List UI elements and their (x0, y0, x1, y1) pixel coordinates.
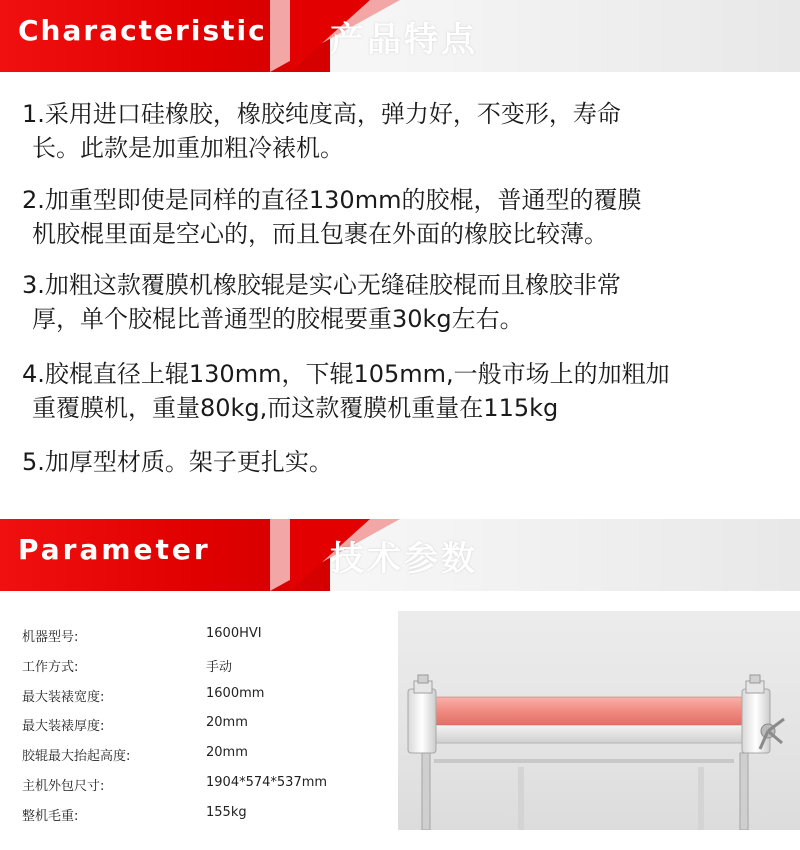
parameter-row (22, 739, 382, 769)
feature-line: 5.加厚型材质。架子更扎实。 (22, 448, 333, 476)
banner-title-en: Parameter (18, 533, 211, 566)
parameter-value: 1904*574*537mm (206, 774, 328, 790)
parameter-label: 胶辊最大抬起高度: (22, 749, 131, 765)
feature-item (22, 357, 772, 425)
feature-line: 机胶棍里面是空心的，而且包裹在外面的橡胶比较薄。 (32, 220, 608, 248)
parameter-label: 机器型号: (22, 630, 79, 645)
parameter-row (22, 620, 382, 650)
feature-line: 重覆膜机，重量80kg,而这款覆膜机重量在115kg (32, 394, 559, 422)
parameter-value: 手动 (206, 659, 233, 675)
feature-item (22, 445, 772, 479)
feature-line: 2.加重型即使是同样的直径130mm的胶棍，普通型的覆膜 (22, 186, 642, 214)
parameter-value: 20mm (206, 715, 248, 731)
feature-line: 1.采用进口硅橡胶，橡胶纯度高，弹力好，不变形，寿命 (22, 100, 621, 128)
parameter-row (22, 709, 382, 739)
feature-line: 长。此款是加重加粗冷裱机。 (32, 134, 344, 162)
feature-item (22, 183, 772, 251)
laminator-machine-image (398, 611, 800, 830)
parameter-row (22, 650, 382, 680)
parameter-row (22, 799, 382, 829)
parameter-row (22, 680, 382, 710)
feature-item (22, 268, 772, 336)
parameter-label: 最大装裱厚度: (22, 719, 105, 735)
parameter-banner (0, 519, 800, 591)
parameter-label: 主机外包尺寸: (22, 778, 105, 794)
parameter-label: 最大装裱宽度: (22, 689, 105, 705)
characteristic-banner (0, 0, 800, 72)
parameter-value: 155kg (206, 804, 247, 820)
parameter-value: 20mm (206, 745, 248, 761)
parameter-value: 1600HVI (206, 626, 262, 641)
parameter-table (22, 620, 382, 829)
banner-title-zh: 技术参数 (330, 539, 478, 579)
feature-item (22, 97, 772, 165)
parameter-label: 整机毛重: (22, 808, 79, 824)
parameter-row (22, 769, 382, 799)
feature-line: 4.胶棍直径上辊130mm，下辊105mm,一般市场上的加粗加 (22, 360, 670, 388)
banner-title-zh: 产品特点 (330, 20, 478, 60)
parameter-value: 1600mm (206, 685, 265, 701)
feature-line: 3.加粗这款覆膜机橡胶辊是实心无缝硅胶棍而且橡胶非常 (22, 271, 621, 299)
product-photo (398, 611, 800, 830)
feature-line: 厚，单个胶棍比普通型的胶棍要重30kg左右。 (32, 305, 524, 333)
banner-title-en: Characteristic (18, 14, 267, 47)
parameter-label: 工作方式: (22, 659, 79, 675)
